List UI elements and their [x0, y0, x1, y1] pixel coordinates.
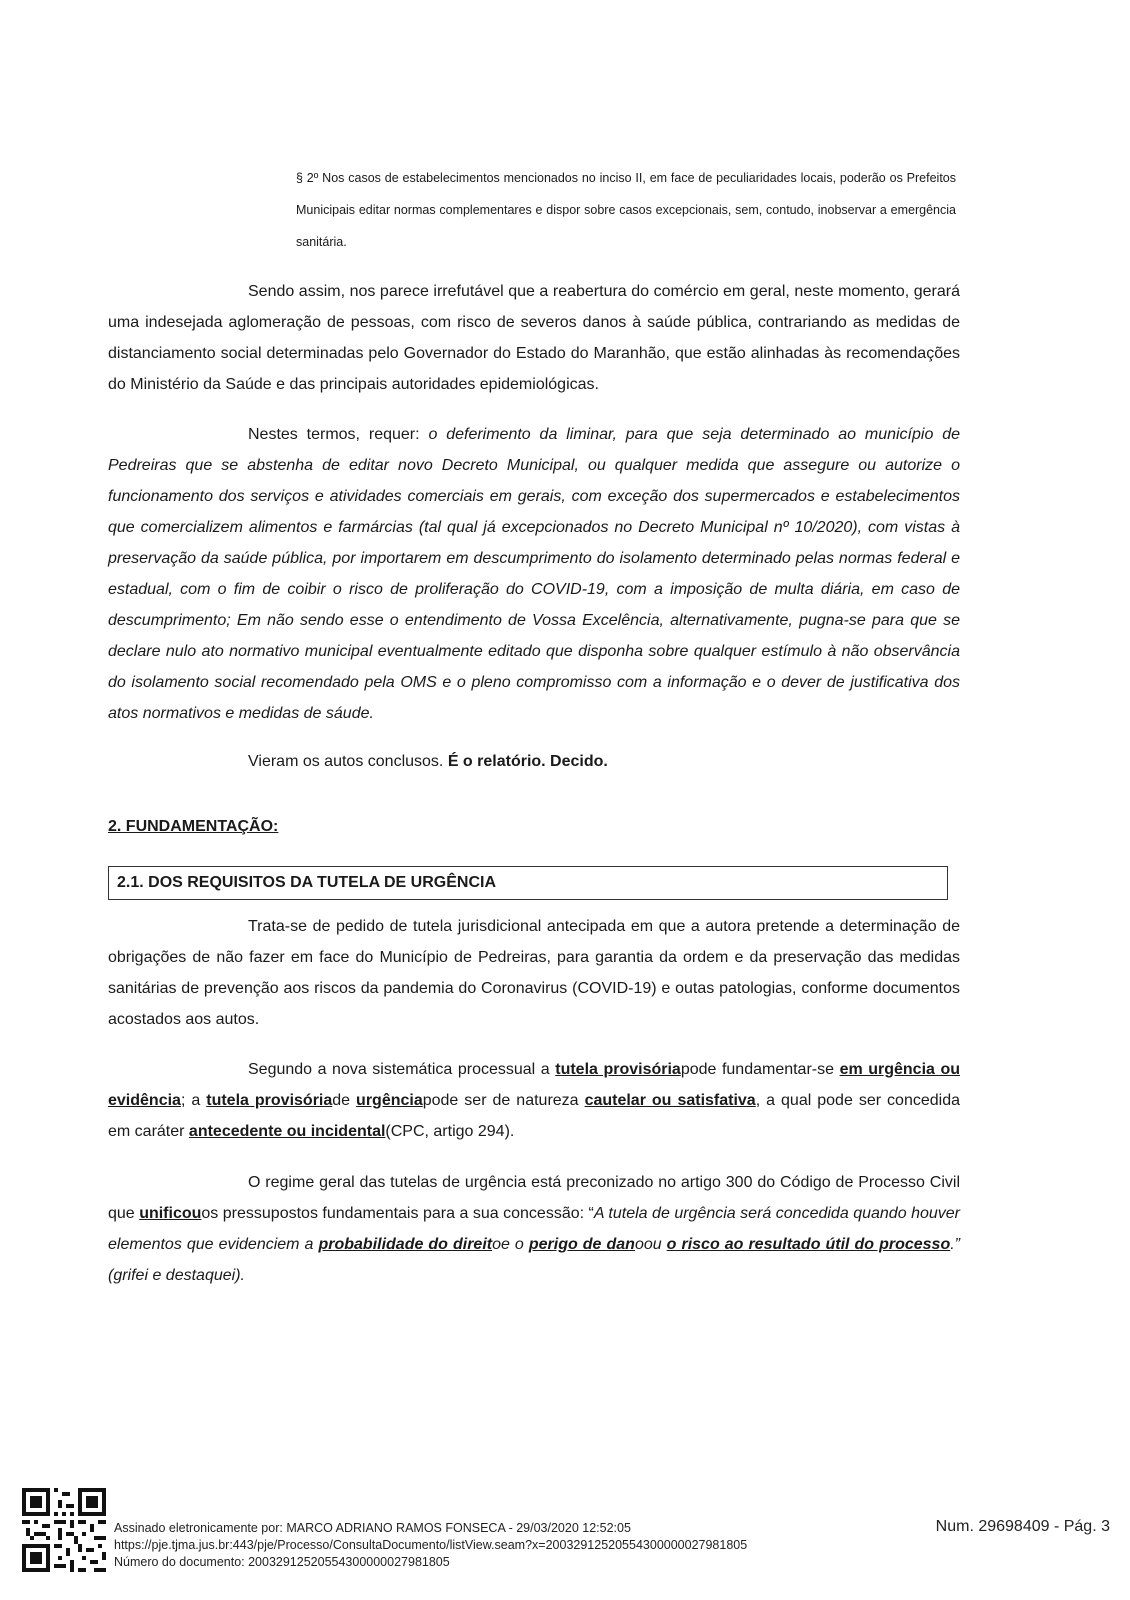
- text-run: Segundo a nova sistemática processual a: [248, 1061, 556, 1078]
- emphasis-run: unificou: [139, 1205, 202, 1222]
- text-run: os pressupostos fundamentais para a sua concessão: “: [201, 1205, 594, 1222]
- paragraph-tutela: [108, 911, 960, 1035]
- paragraph-conclusion: [108, 276, 960, 400]
- paragraph-request: [108, 419, 960, 729]
- paragraph-report: [108, 746, 960, 777]
- request-lead: Nestes termos, requer:: [248, 426, 429, 443]
- report-lead: Vieram os autos conclusos.: [248, 753, 448, 770]
- boxed-subheading: [108, 866, 948, 900]
- emphasis-run: probabilidade do direit: [318, 1236, 493, 1253]
- text-run: , a qual pode ser concedida em caráter: [108, 1092, 960, 1140]
- paragraph-sistematica: [108, 1054, 960, 1147]
- paragraph-text: Trata-se de pedido de tutela jurisdicional antecipada em que a autora pretende a determinação de obrigações de não fazer em face do Município de Pedreiras, para garantia da ordem e da preservação das medidas sanitárias de prevenção aos riscos da pandemia do Coronavirus (COVID-19) e outas patologias, conforme documentos acostados aos autos.: [108, 918, 960, 1028]
- text-run: de: [332, 1092, 357, 1109]
- signature-block: [114, 1520, 747, 1571]
- emphasis-run: cautelar ou satisfativa: [584, 1092, 756, 1109]
- legal-quote-paragraph: [296, 162, 956, 258]
- paragraph-regime-geral: [108, 1167, 960, 1291]
- emphasis-run: tutela provisória: [206, 1092, 333, 1109]
- request-italic-text: o deferimento da liminar, para que seja determinado ao município de Pedreiras que se abstenha de editar novo Decreto Municipal, ou qualquer medida que assegure ou autorize o funcionamento dos serviços e atividades comerciais em gerais, com exceção dos supermercados e estabelecimentos que comercializem alimentos e farmárcias (tal qual já excepcionados no Decreto Municipal nº 10/2020), com vistas à preservação da saúde pública, por importarem em descumprimento do isolamento determinado pelas normas federal e estadual, com o fim de coibir o risco de proliferação do COVID-19, com a imposição de multa diária, em caso de descumprimento; Em não sendo esse o entendimento de Vossa Excelência, alternativamente, pugna-se para que se declare nulo ato normativo municipal eventualmente editado que disponha sobre qualquer estímulo à não observância do isolamento social recomendado pela OMS e o pleno compromisso com a informação e o dever de justificativa dos atos normativos e medidas de sáude.: [108, 426, 961, 722]
- signature-footer: [0, 1488, 1130, 1598]
- paragraph-text: Sendo assim, nos parece irrefutável que a reabertura do comércio em geral, neste momento, gerará uma indesejada aglomeração de pessoas, com risco de severos danos à saúde pública, contrariando as medidas de distanciamento social determinadas pelo Governador do Estado do Maranhão, que estão alinhadas às recomendações do Ministério da Saúde e das principais autoridades epidemiológicas.: [108, 283, 960, 393]
- italic-run: e o: [501, 1236, 529, 1253]
- document-number-line: Número do documento: 20032912520554300000027981805: [114, 1555, 450, 1569]
- text-run: O regime geral das tutelas de urgência está preconizado no artigo 300 do Código de Processo Civil que: [108, 1174, 960, 1222]
- report-bold: É o relatório. Decido.: [447, 753, 608, 770]
- emphasis-run: urgência: [356, 1092, 423, 1109]
- text-run: pode fundamentar-se: [680, 1061, 840, 1078]
- italic-run: o: [634, 1236, 644, 1253]
- italic-run: ou: [643, 1236, 667, 1253]
- text-run: pode ser de natureza: [422, 1092, 585, 1109]
- boxed-subheading-text: 2.1. DOS REQUISITOS DA TUTELA DE URGÊNCIA: [117, 874, 497, 891]
- section-heading: 2. FUNDAMENTAÇÃO:: [108, 818, 279, 835]
- signed-by-line: Assinado eletronicamente por: MARCO ADRIANO RAMOS FONSECA - 29/03/2020 12:52:05: [114, 1521, 631, 1535]
- document-url-link[interactable]: https://pje.tjma.jus.br:443/pje/Processo/ConsultaDocumento/listView.seam?x=20032912520554300000027981805: [114, 1538, 748, 1552]
- emphasis-run: em urgência ou evidência: [108, 1061, 961, 1109]
- emphasis-run: o risco ao resultado útil do processo: [666, 1236, 951, 1253]
- emphasis-run: perigo de dan: [528, 1236, 635, 1253]
- italic-run: .” (grifei e destaquei).: [108, 1236, 961, 1284]
- emphasis-run: antecedente ou incidental: [188, 1123, 386, 1140]
- qr-code-icon: [22, 1488, 106, 1572]
- page-reference: Num. 29698409 - Pág. 3: [935, 1518, 1110, 1535]
- emphasis-run: tutela provisória: [555, 1061, 681, 1078]
- text-run: (CPC, artigo 294).: [385, 1123, 515, 1140]
- italic-run: A tutela de urgência será concedida quando houver elementos que evidenciem a: [108, 1205, 961, 1253]
- italic-run: o: [492, 1236, 501, 1253]
- text-run: ; a: [180, 1092, 207, 1109]
- quote-text: § 2º Nos casos de estabelecimentos mencionados no inciso II, em face de peculiaridades locais, poderão os Prefeitos Municipais editar normas complementares e dispor sobre casos excepcionais, sem, contudo, inobservar a emergência sanitária.: [296, 171, 956, 249]
